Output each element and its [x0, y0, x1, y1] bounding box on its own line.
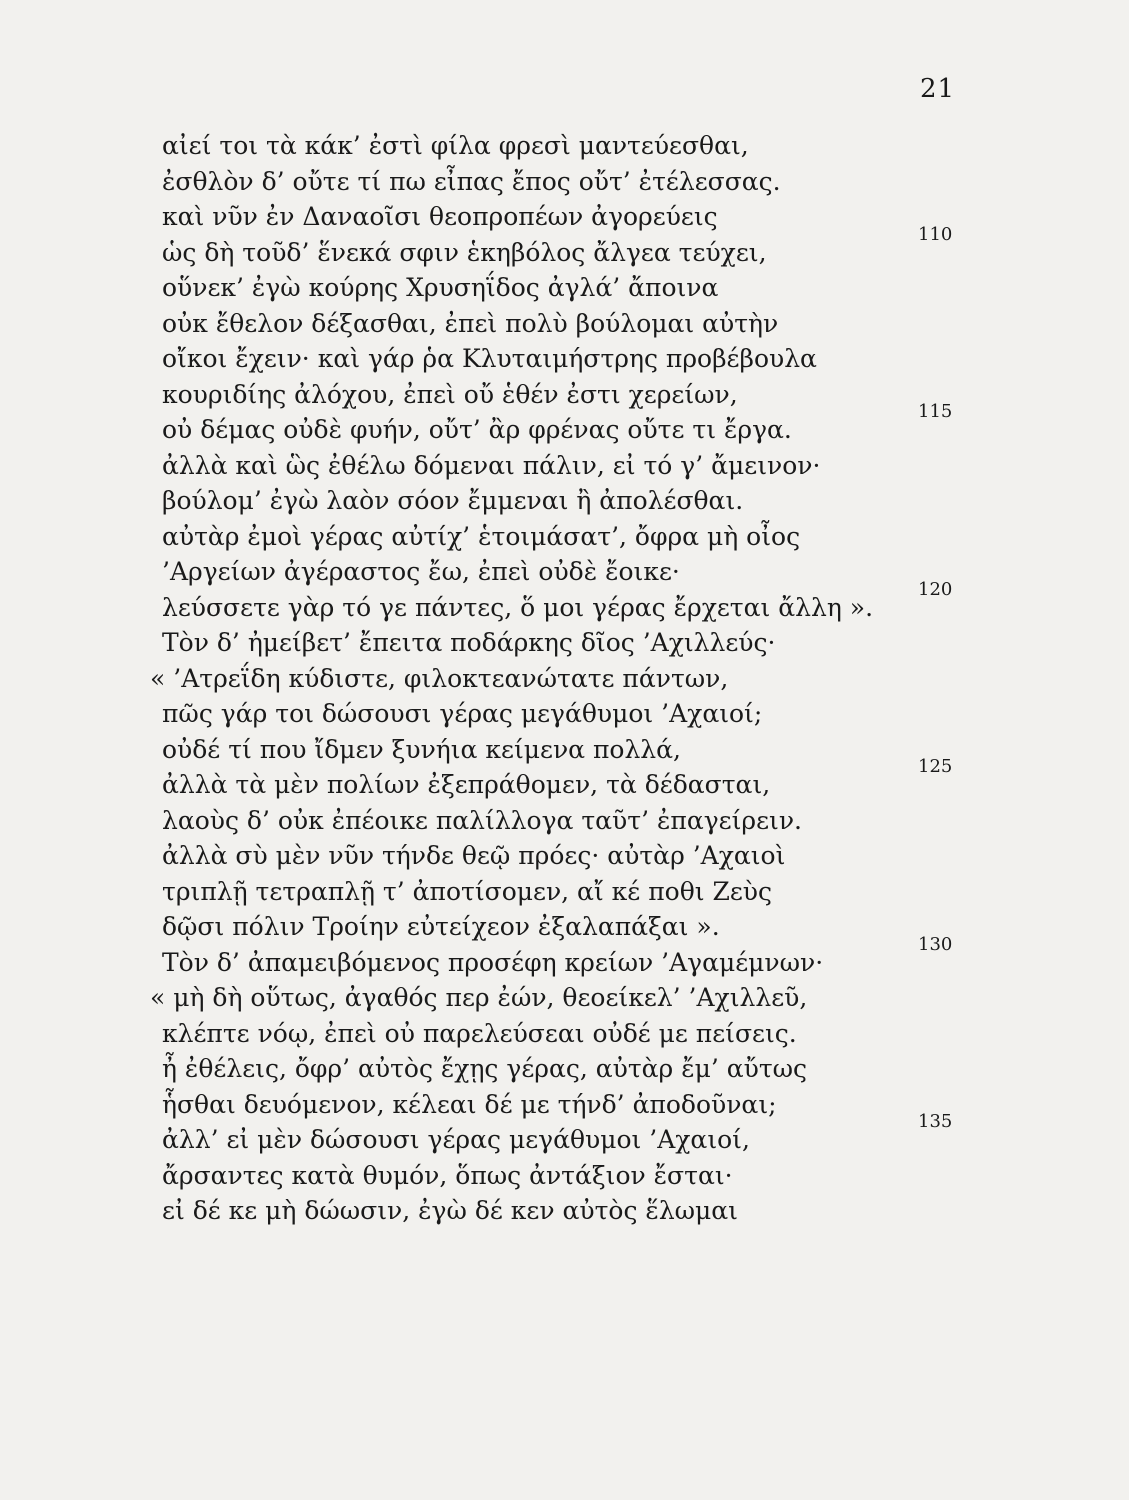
verse-text: δῷσι πόλιν Τροίην εὐτείχεον ἐξαλαπάξαι ».	[162, 912, 720, 941]
verse-line	[0, 661, 1129, 697]
verse-text: ἀλλ’ εἰ μὲν δώσουσι γέρας μεγάθυμοι ’Αχαιοί,	[162, 1125, 750, 1154]
verse-text: ἄρσαντες κατὰ θυμόν, ὅπως ἀντάξιον ἔσται·	[162, 1160, 733, 1190]
verse-line	[0, 448, 1129, 484]
verse-line	[0, 838, 1129, 874]
verse-text: οὕνεκ’ ἐγὼ κούρης Χρυσηΐδος ἀγλά’ ἄποινα	[162, 273, 719, 302]
verse-line	[0, 803, 1129, 839]
verse-line	[0, 1158, 1129, 1194]
verse-line	[0, 696, 1129, 732]
verse-line	[0, 1087, 1129, 1123]
verse-line	[0, 128, 1129, 164]
verse-text: λαοὺς δ’ οὐκ ἐπέοικε παλίλλογα ταῦτ’ ἐπαγείρειν.	[162, 805, 802, 835]
verse-line	[0, 874, 1129, 910]
verse-text: Τὸν δ’ ἠμείβετ’ ἔπειτα ποδάρκης δῖος ’Αχιλλεύς·	[162, 628, 776, 657]
verse-text: κλέπτε νόῳ, ἐπεὶ οὐ παρελεύσεαι οὐδέ με πείσεις.	[162, 1018, 797, 1048]
verse-line	[0, 306, 1129, 342]
line-number: 125	[918, 756, 953, 777]
verse-line	[0, 377, 1129, 413]
verse-line	[0, 1016, 1129, 1052]
verse-line	[0, 1111, 1129, 1158]
verse-line	[0, 554, 1129, 590]
verse-list	[0, 128, 1129, 1229]
verse-line	[0, 625, 1129, 661]
verse-line	[0, 401, 1129, 448]
line-number: 120	[918, 578, 953, 600]
verse-line	[0, 578, 1129, 626]
verse-text: « μὴ δὴ οὕτως, ἀγαθός περ ἐών, θεοείκελ’ ’Αχιλλεῦ,	[150, 983, 808, 1012]
verse-text: τριπλῇ τετραπλῇ τ’ ἀποτίσομεν, αἴ κέ ποθι Ζεὺς	[162, 876, 773, 906]
verse-text: οἴκοι ἔχειν· καὶ γάρ ῥα Κλυταιμήστρης προβέβουλα	[162, 344, 817, 373]
verse-text: « ’Ατρεΐδη κύδιστε, φιλοκτεανώτατε πάντων,	[150, 663, 729, 693]
verse-line	[0, 1051, 1129, 1087]
verse-line	[0, 732, 1129, 768]
line-number: 130	[918, 933, 953, 955]
line-number: 115	[918, 401, 953, 422]
verse-text: λεύσσετε γὰρ τό γε πάντες, ὅ μοι γέρας ἔρχεται ἄλλη ».	[162, 592, 874, 622]
verse-text: οὐδέ τί που ἴδμεν ξυνήια κείμενα πολλά,	[162, 734, 681, 764]
verse-text: αὐτὰρ ἐμοὶ γέρας αὐτίχ’ ἑτοιμάσατ’, ὄφρα μὴ οἶος	[162, 521, 801, 551]
verse-text: ἦ ἐθέλεις, ὄφρ’ αὐτὸς ἔχῃς γέρας, αὐτὰρ ἔμ’ αὔτως	[162, 1054, 808, 1083]
verse-text: κουριδίης ἀλόχου, ἐπεὶ οὔ ἑθέν ἐστι χερείων,	[162, 379, 738, 409]
verse-text: βούλομ’ ἐγὼ λαὸν σόον ἔμμεναι ἢ ἀπολέσθαι.	[162, 486, 744, 515]
verse-line	[0, 980, 1129, 1016]
verse-text: καὶ νῦν ἐν Δαναοῖσι θεοπροπέων ἀγορεύεις	[162, 202, 718, 231]
verse-line	[0, 199, 1129, 235]
verse-line	[0, 909, 1129, 945]
verse-text: ἧσθαι δευόμενον, κέλεαι δέ με τήνδ’ ἀποδοῦναι;	[162, 1089, 777, 1119]
verse-text: οὐ δέμας οὐδὲ φυήν, οὔτ’ ἂρ φρένας οὔτε τι ἔργα.	[162, 415, 792, 444]
verse-text: ἀλλὰ σὺ μὲν νῦν τήνδε θεῷ πρόες· αὐτὰρ ’Αχαιοὶ	[162, 841, 786, 870]
line-number: 110	[918, 223, 953, 245]
verse-line	[0, 341, 1129, 377]
verse-line	[0, 1193, 1129, 1229]
verse-text: ἀλλὰ καὶ ὣς ἐθέλω δόμεναι πάλιν, εἰ τό γ’ ἄμεινον·	[162, 450, 821, 480]
verse-text: εἰ δέ κε μὴ δώωσιν, ἐγὼ δέ κεν αὐτὸς ἕλωμαι	[162, 1196, 738, 1225]
line-number: 135	[918, 1111, 953, 1132]
verse-text: πῶς γάρ τοι δώσουσι γέρας μεγάθυμοι ’Αχαιοί;	[162, 699, 763, 728]
verse-line	[0, 223, 1129, 271]
verse-line	[0, 164, 1129, 200]
verse-line	[0, 756, 1129, 803]
page-number: 21	[920, 74, 956, 104]
verse-line	[0, 270, 1129, 306]
verse-line	[0, 519, 1129, 555]
verse-text: ἀλλὰ τὰ μὲν πολίων ἐξεπράθομεν, τὰ δέδασται,	[162, 770, 771, 799]
verse-text: οὐκ ἔθελον δέξασθαι, ἐπεὶ πολὺ βούλομαι αὐτὴν	[162, 308, 779, 338]
verse-text: ὡς δὴ τοῦδ’ ἕνεκά σφιν ἑκηβόλος ἄλγεα τεύχει,	[162, 237, 767, 267]
verse-text: Τὸν δ’ ἀπαμειβόμενος προσέφη κρείων ’Αγαμέμνων·	[162, 947, 824, 977]
verse-text: ’Αργείων ἀγέραστος ἔω, ἐπεὶ οὐδὲ ἔοικε·	[162, 557, 680, 586]
verse-text: ἐσθλὸν δ’ οὔτε τί πω εἶπας ἔπος οὔτ’ ἐτέλεσσας.	[162, 166, 781, 196]
verse-line	[0, 483, 1129, 519]
verse-text: αἰεί τοι τὰ κάκ’ ἐστὶ φίλα φρεσὶ μαντεύεσθαι,	[162, 131, 749, 160]
verse-line	[0, 933, 1129, 981]
